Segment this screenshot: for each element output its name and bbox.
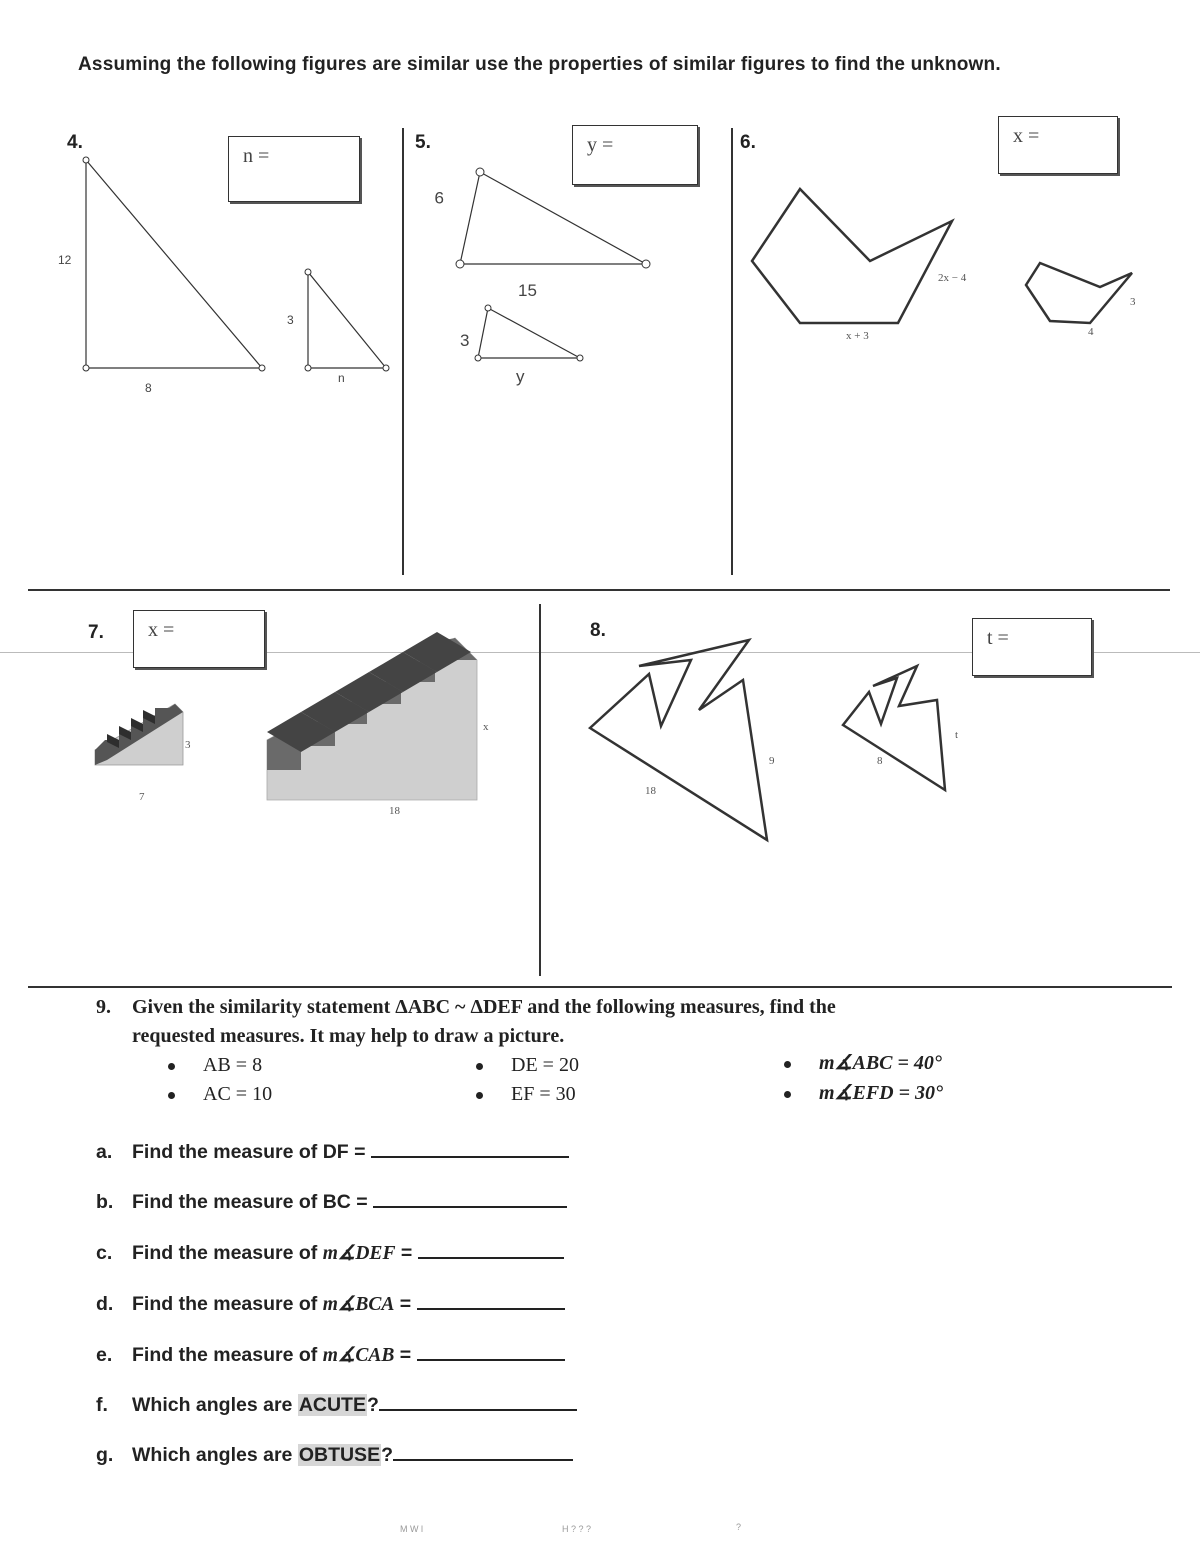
- footer-text-1: M W l: [400, 1524, 423, 1534]
- problem-8-figure: [585, 630, 985, 845]
- p8-label-18: 18: [645, 785, 656, 797]
- footer-text-3: ?: [736, 1522, 742, 1532]
- problem-4-number: 4.: [67, 132, 83, 153]
- divider-row2: [28, 986, 1172, 988]
- footer-text-2: H ? ? ?: [562, 1524, 592, 1534]
- problem-7-number: 7.: [88, 622, 104, 643]
- p5-label-15: 15: [518, 281, 537, 300]
- problem-7-answer-box[interactable]: x =: [133, 610, 265, 668]
- given-ab: AB = 8: [168, 1054, 262, 1077]
- given-ef: EF = 30: [476, 1083, 576, 1106]
- p8-label-9: 9: [769, 755, 775, 767]
- given-angle-efd: m∡EFD = 30°: [784, 1080, 943, 1105]
- problem-9-line2: requested measures. It may help to draw a picture.: [132, 1025, 565, 1047]
- given-angle-abc: m∡ABC = 40°: [784, 1050, 942, 1075]
- divider-4-5: [402, 128, 404, 575]
- problem-5-number: 5.: [415, 132, 431, 153]
- problem-4-answer-box[interactable]: n =: [228, 136, 360, 202]
- problem-8-answer-box[interactable]: t =: [972, 618, 1092, 676]
- p6-label-4: 4: [1088, 326, 1094, 338]
- page-title: Assuming the following figures are similar use the properties of similar figures to find the unknown.: [78, 54, 1001, 75]
- p4-label-3: 3: [287, 313, 294, 327]
- p7-label-x: x: [483, 721, 489, 733]
- problem-6-number: 6.: [740, 132, 756, 153]
- p4-label-n: n: [338, 371, 345, 385]
- p7-label-7: 7: [139, 791, 145, 803]
- question-g: g. Which angles are OBTUSE?: [96, 1441, 573, 1467]
- p5-label-y: y: [516, 367, 525, 386]
- divider-row1: [28, 589, 1170, 591]
- question-b: b. Find the measure of BC =: [96, 1188, 567, 1214]
- problem-5-answer-box[interactable]: y =: [572, 125, 698, 185]
- p6-label-3: 3: [1130, 296, 1136, 308]
- p8-label-8: 8: [877, 755, 883, 767]
- divider-5-6: [731, 128, 733, 575]
- p7-label-18: 18: [389, 805, 400, 817]
- question-e: e. Find the measure of m∡CAB =: [96, 1341, 565, 1367]
- divider-7-8: [539, 604, 541, 976]
- problem-9-line1: Given the similarity statement ΔABC ~ ΔDEF and the following measures, find the: [132, 996, 836, 1018]
- problem-4-figure: [50, 150, 400, 410]
- p4-label-12: 12: [58, 253, 72, 267]
- answer-b-blank[interactable]: [373, 1188, 567, 1208]
- problem-6-answer-box[interactable]: x =: [998, 116, 1118, 174]
- answer-c-blank[interactable]: [418, 1239, 564, 1259]
- problem-8-number: 8.: [590, 620, 606, 641]
- question-c: c. Find the measure of m∡DEF =: [96, 1239, 564, 1265]
- answer-d-blank[interactable]: [417, 1290, 565, 1310]
- p5-label-3: 3: [460, 331, 470, 350]
- problem-7-figure: [85, 620, 505, 830]
- answer-e-blank[interactable]: [417, 1341, 565, 1361]
- question-a: a. Find the measure of DF =: [96, 1138, 569, 1164]
- given-de: DE = 20: [476, 1054, 579, 1077]
- problem-6-figure: [740, 175, 1160, 355]
- p4-label-8: 8: [145, 381, 152, 395]
- question-f: f. Which angles are ACUTE?: [96, 1391, 577, 1417]
- answer-g-blank[interactable]: [393, 1441, 573, 1461]
- p6-label-x+3: x + 3: [846, 330, 869, 342]
- answer-f-blank[interactable]: [379, 1391, 577, 1411]
- p7-label-3: 3: [185, 739, 191, 751]
- p8-label-t: t: [955, 729, 959, 741]
- answer-a-blank[interactable]: [371, 1138, 569, 1158]
- p5-label-9: 9: [434, 188, 444, 207]
- problem-9-number: 9.: [96, 996, 111, 1018]
- question-d: d. Find the measure of m∡BCA =: [96, 1290, 565, 1316]
- problem-5-figure: [420, 160, 720, 390]
- given-ac: AC = 10: [168, 1083, 272, 1106]
- p6-label-2x-4: 2x − 4: [938, 272, 967, 284]
